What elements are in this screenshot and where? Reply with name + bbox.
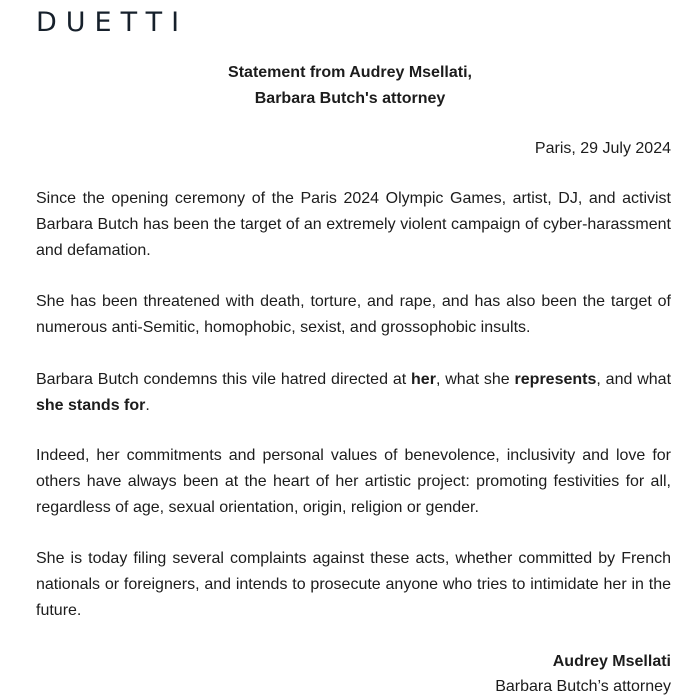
paragraph-5: She is today filing several complaints against these acts, whether committed by French nationals or foreigners, and intends to prosecute anyone who tries to intimidate her in the future. <box>36 550 671 619</box>
paragraph-3-text-1: Barbara Butch condemns this vile hatred directed at <box>36 371 412 388</box>
statement-title <box>0 60 700 112</box>
paragraph-3-text-2: , what she <box>435 371 515 388</box>
paragraph-4: Indeed, her commitments and personal values of benevolence, inclusivity and love for others have always been at the heart of her artistic project: promoting festivities for all, regardless of age, sexual orientation, origin, religion or gender. <box>36 447 671 516</box>
paragraph-3-bold-stands-for: she stands for <box>36 397 146 414</box>
paragraph-3-bold-represents: represents <box>514 371 597 388</box>
paragraph-1: Since the opening ceremony of the Paris 2024 Olympic Games, artist, DJ, and activist Barbara Butch has been the target of an extremely violent campaign of cyber-harassment and defamation. <box>36 190 671 259</box>
paragraph-3-bold-her: her <box>411 371 436 388</box>
signature-role: Barbara Butch’s attorney <box>495 678 671 695</box>
signature-name: Audrey Msellati <box>552 653 671 670</box>
paragraph-3-text-4: . <box>145 397 150 414</box>
duetti-logo: DUETTI <box>36 7 189 38</box>
paragraph-3-text-3: , and what <box>596 371 672 388</box>
paragraph-2: She has been threatened with death, torture, and rape, and has also been the target of numerous anti-Semitic, homophobic, sexist, and grossophobic insults. <box>36 293 671 336</box>
paragraph-3 <box>36 367 671 419</box>
statement-date: Paris, 29 July 2024 <box>534 140 671 157</box>
title-line-2: Barbara Butch's attorney <box>254 90 446 107</box>
title-line-1: Statement from Audrey Msellati, <box>228 64 472 81</box>
